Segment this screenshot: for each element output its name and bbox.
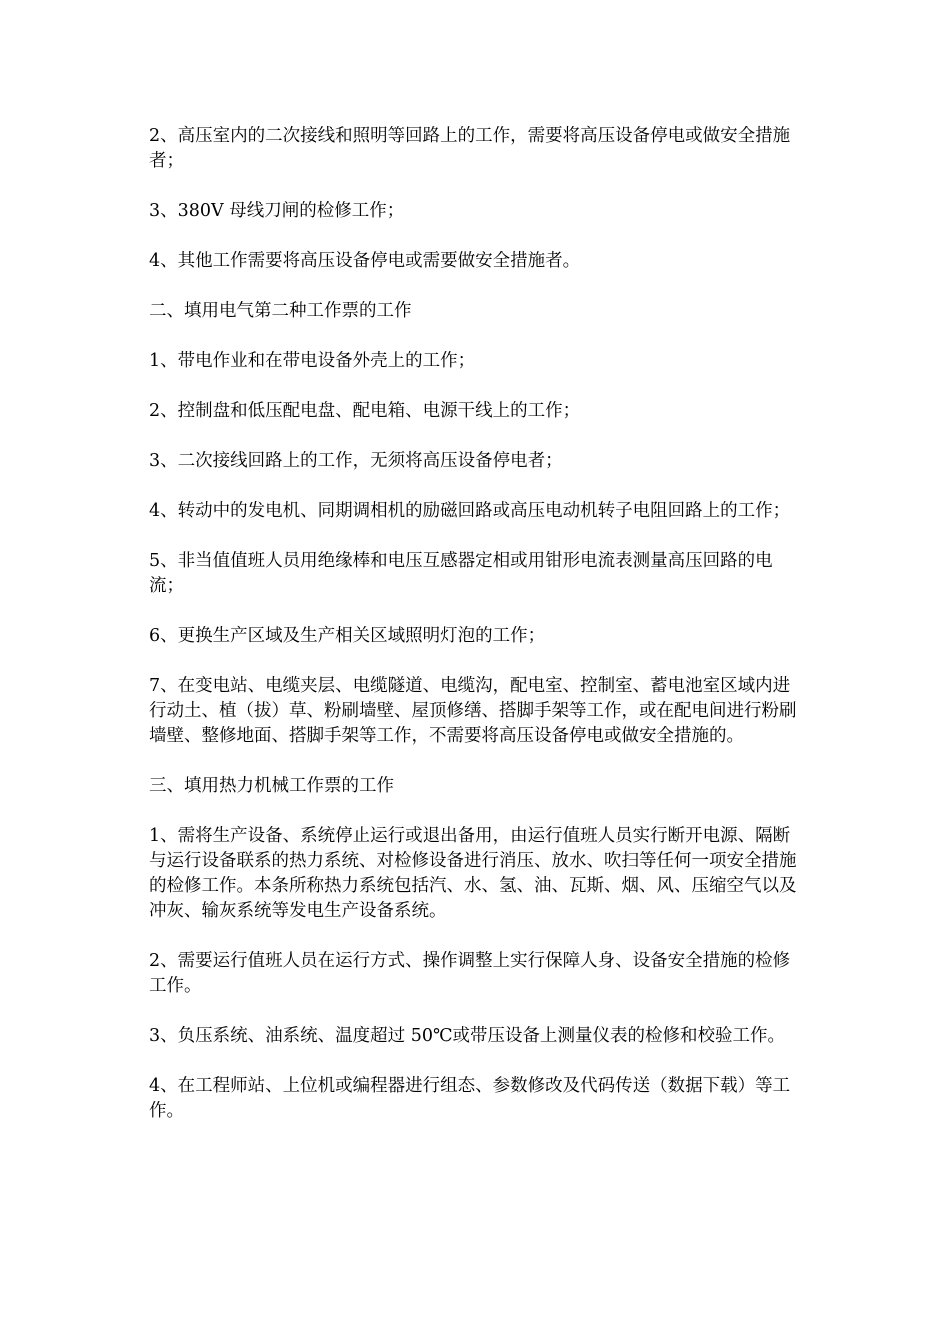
document-body	[149, 124, 801, 1149]
section-heading-thermal-ticket: 三、填用热力机械工作票的工作	[149, 776, 394, 796]
paragraph-engineering-station: 4、在工程师站、上位机或编程器进行组态、参数修改及代码传送（数据下载）等工作。	[149, 1076, 791, 1121]
paragraph-380v-busbar: 3、380V 母线刀闸的检修工作；	[149, 201, 405, 221]
section-heading-electrical-second-ticket: 二、填用电气第二种工作票的工作	[149, 301, 412, 321]
paragraph-lighting-bulb: 6、更换生产区域及生产相关区域照明灯泡的工作；	[149, 626, 546, 646]
paragraph-secondary-circuit: 3、二次接线回路上的工作，无须将高压设备停电者；	[149, 451, 563, 471]
paragraph-live-work: 1、带电作业和在带电设备外壳上的工作；	[149, 351, 476, 371]
paragraph-phase-check: 5、非当值值班人员用绝缘棒和电压互感器定相或用钳形电流表测量高压回路的电流；	[149, 551, 773, 596]
paragraph-other-work: 4、其他工作需要将高压设备停电或需要做安全措施者。	[149, 251, 581, 271]
paragraph-hv-secondary-wiring: 2、高压室内的二次接线和照明等回路上的工作，需要将高压设备停电或做安全措施者；	[149, 126, 791, 171]
paragraph-operating-measures: 2、需要运行值班人员在运行方式、操作调整上实行保障人身、设备安全措施的检修工作。	[149, 951, 791, 996]
paragraph-rotating-generator: 4、转动中的发电机、同期调相机的励磁回路或高压电动机转子电阻回路上的工作；	[149, 501, 791, 521]
paragraph-substation-work: 7、在变电站、电缆夹层、电缆隧道、电缆沟，配电室、控制室、蓄电池室区域内进行动土、植（拔）草、粉刷墙壁、屋顶修缮、搭脚手架等工作，或在配电间进行粉刷墙壁、整修地面、搭脚手架等工作，不需要将高压设备停电或做安全措施的。	[149, 676, 797, 746]
paragraph-control-panel: 2、控制盘和低压配电盘、配电箱、电源干线上的工作；	[149, 401, 581, 421]
paragraph-instrument-calibration: 3、负压系统、油系统、温度超过 50℃或带压设备上测量仪表的检修和校验工作。	[149, 1026, 786, 1046]
paragraph-thermal-isolation: 1、需将生产设备、系统停止运行或退出备用，由运行值班人员实行断开电源、隔断与运行设备联系的热力系统、对检修设备进行消压、放水、吹扫等任何一项安全措施的检修工作。本条所称热力系统包括汽、水、氢、油、瓦斯、烟、风、压缩空气以及冲灰、输灰系统等发电生产设备系统。	[149, 826, 797, 921]
